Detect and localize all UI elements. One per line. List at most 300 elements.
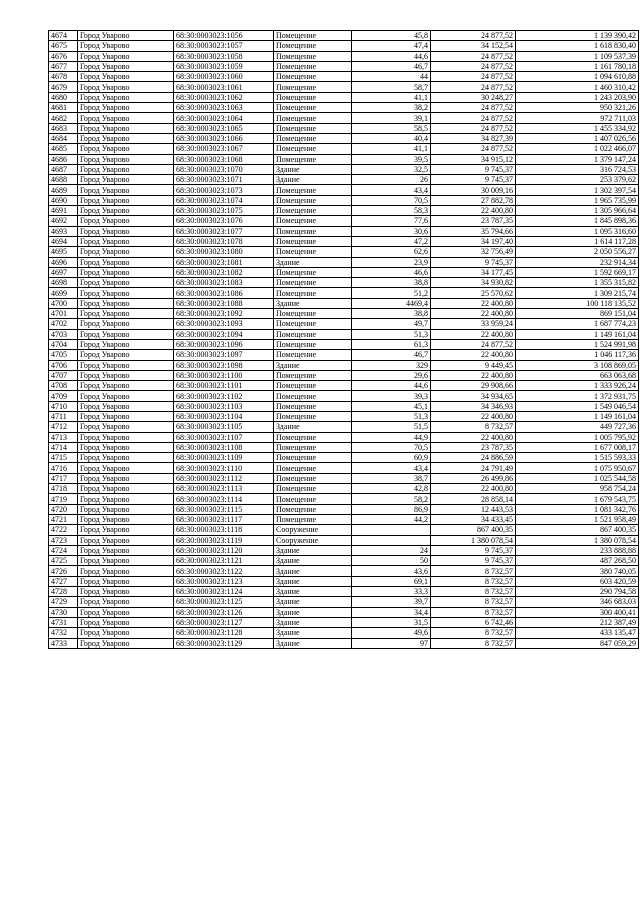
cadastral-value-cell: 1 109 537,39 (516, 51, 639, 61)
unit-value-cell: 8 732,57 (431, 597, 516, 607)
object-type-cell: Помещение (274, 484, 352, 494)
area-cell: 329 (352, 360, 431, 370)
cadastral-number-cell: 68:30:0003023:1112 (174, 473, 274, 483)
unit-value-cell: 23 787,35 (431, 442, 516, 452)
area-cell: 47,2 (352, 236, 431, 246)
cadastral-number-cell: 68:30:0003023:1103 (174, 401, 274, 411)
locality-cell: Город Уварово (78, 92, 174, 102)
cadastral-value-cell: 1 139 390,42 (516, 31, 639, 41)
row-number-cell: 4723 (49, 535, 78, 545)
unit-value-cell: 8 732,57 (431, 566, 516, 576)
unit-value-cell: 8 732,57 (431, 422, 516, 432)
unit-value-cell: 25 570,62 (431, 288, 516, 298)
locality-cell: Город Уварово (78, 545, 174, 555)
locality-cell: Город Уварово (78, 597, 174, 607)
locality-cell: Город Уварово (78, 370, 174, 380)
row-number-cell: 4701 (49, 309, 78, 319)
table-row (49, 514, 639, 524)
unit-value-cell: 9 745,37 (431, 257, 516, 267)
unit-value-cell: 30 248,27 (431, 92, 516, 102)
object-type-cell: Помещение (274, 514, 352, 524)
unit-value-cell: 24 877,52 (431, 113, 516, 123)
table-row (49, 144, 639, 154)
cadastral-value-cell: 300 400,41 (516, 607, 639, 617)
area-cell: 97 (352, 638, 431, 648)
table-row (49, 556, 639, 566)
cadastral-number-cell: 68:30:0003023:1057 (174, 41, 274, 51)
cadastral-value-cell: 1 460 310,42 (516, 82, 639, 92)
object-type-cell: Помещение (274, 144, 352, 154)
area-cell: 61,3 (352, 339, 431, 349)
locality-cell: Город Уварово (78, 617, 174, 627)
area-cell: 60,9 (352, 453, 431, 463)
table-row (49, 113, 639, 123)
cadastral-value-cell: 1 845 898,36 (516, 216, 639, 226)
unit-value-cell: 24 877,52 (431, 339, 516, 349)
locality-cell: Город Уварово (78, 51, 174, 61)
unit-value-cell: 9 745,37 (431, 545, 516, 555)
unit-value-cell: 24 791,49 (431, 463, 516, 473)
cadastral-number-cell: 68:30:0003023:1110 (174, 463, 274, 473)
unit-value-cell: 12 443,53 (431, 504, 516, 514)
cadastral-value-cell: 232 914,34 (516, 257, 639, 267)
row-number-cell: 4711 (49, 411, 78, 421)
unit-value-cell: 22 400,80 (431, 350, 516, 360)
table-row (49, 154, 639, 164)
table-row (49, 123, 639, 133)
cadastral-number-cell: 68:30:0003023:1065 (174, 123, 274, 133)
cadastral-value-cell: 253 379,62 (516, 175, 639, 185)
area-cell: 34,4 (352, 607, 431, 617)
object-type-cell: Помещение (274, 133, 352, 143)
row-number-cell: 4726 (49, 566, 78, 576)
locality-cell: Город Уварово (78, 319, 174, 329)
cadastral-value-cell: 487 268,50 (516, 556, 639, 566)
cadastral-value-cell: 212 387,49 (516, 617, 639, 627)
unit-value-cell: 9 745,37 (431, 175, 516, 185)
area-cell: 86,9 (352, 504, 431, 514)
row-number-cell: 4698 (49, 278, 78, 288)
table-row (49, 525, 639, 535)
row-number-cell: 4694 (49, 236, 78, 246)
locality-cell: Город Уварово (78, 566, 174, 576)
cadastral-value-cell: 1 149 161,04 (516, 411, 639, 421)
object-type-cell: Здание (274, 298, 352, 308)
row-number-cell: 4687 (49, 164, 78, 174)
row-number-cell: 4724 (49, 545, 78, 555)
area-cell: 44,2 (352, 514, 431, 524)
table-row (49, 51, 639, 61)
row-number-cell: 4679 (49, 82, 78, 92)
area-cell: 58,3 (352, 206, 431, 216)
object-type-cell: Помещение (274, 216, 352, 226)
area-cell: 38,8 (352, 278, 431, 288)
cadastral-value-cell: 433 135,47 (516, 628, 639, 638)
unit-value-cell: 29 908,66 (431, 381, 516, 391)
locality-cell: Город Уварово (78, 514, 174, 524)
unit-value-cell: 9 745,37 (431, 164, 516, 174)
row-number-cell: 4686 (49, 154, 78, 164)
cadastral-number-cell: 68:30:0003023:1108 (174, 442, 274, 452)
area-cell: 46,7 (352, 61, 431, 71)
cadastral-value-cell: 972 711,03 (516, 113, 639, 123)
cadastral-value-cell: 1 614 117,28 (516, 236, 639, 246)
row-number-cell: 4716 (49, 463, 78, 473)
row-number-cell: 4685 (49, 144, 78, 154)
area-cell: 69,1 (352, 576, 431, 586)
cadastral-number-cell: 68:30:0003023:1120 (174, 545, 274, 555)
object-type-cell: Здание (274, 628, 352, 638)
unit-value-cell: 22 400,80 (431, 298, 516, 308)
object-type-cell: Помещение (274, 51, 352, 61)
cadastral-value-cell: 346 683,03 (516, 597, 639, 607)
area-cell: 44 (352, 72, 431, 82)
cadastral-value-cell: 1 515 593,33 (516, 453, 639, 463)
cadastral-number-cell: 68:30:0003023:1102 (174, 391, 274, 401)
cadastral-number-cell: 68:30:0003023:1115 (174, 504, 274, 514)
table-row (49, 195, 639, 205)
locality-cell: Город Уварово (78, 556, 174, 566)
cadastral-value-cell: 1 455 334,92 (516, 123, 639, 133)
row-number-cell: 4718 (49, 484, 78, 494)
object-type-cell: Помещение (274, 92, 352, 102)
row-number-cell: 4730 (49, 607, 78, 617)
unit-value-cell: 8 732,57 (431, 628, 516, 638)
cadastral-value-cell: 1 075 950,67 (516, 463, 639, 473)
locality-cell: Город Уварово (78, 288, 174, 298)
object-type-cell: Помещение (274, 381, 352, 391)
row-number-cell: 4703 (49, 329, 78, 339)
object-type-cell: Помещение (274, 504, 352, 514)
area-cell: 41,1 (352, 144, 431, 154)
locality-cell: Город Уварово (78, 103, 174, 113)
locality-cell: Город Уварово (78, 329, 174, 339)
cadastral-number-cell: 68:30:0003023:1092 (174, 309, 274, 319)
cadastral-value-cell: 290 794,58 (516, 587, 639, 597)
locality-cell: Город Уварово (78, 607, 174, 617)
table-row (49, 545, 639, 555)
area-cell: 51,2 (352, 288, 431, 298)
locality-cell: Город Уварово (78, 360, 174, 370)
object-type-cell: Помещение (274, 463, 352, 473)
cadastral-number-cell: 68:30:0003023:1122 (174, 566, 274, 576)
object-type-cell: Помещение (274, 350, 352, 360)
table-row (49, 72, 639, 82)
cadastral-value-cell: 1 161 780,18 (516, 61, 639, 71)
object-type-cell: Здание (274, 556, 352, 566)
area-cell: 38,7 (352, 473, 431, 483)
locality-cell: Город Уварово (78, 267, 174, 277)
unit-value-cell: 8 732,57 (431, 607, 516, 617)
area-cell: 51,3 (352, 411, 431, 421)
row-number-cell: 4692 (49, 216, 78, 226)
cadastral-value-cell: 603 420,59 (516, 576, 639, 586)
locality-cell: Город Уварово (78, 587, 174, 597)
area-cell: 70,5 (352, 442, 431, 452)
row-number-cell: 4732 (49, 628, 78, 638)
area-cell: 43,6 (352, 566, 431, 576)
table-row (49, 247, 639, 257)
cadastral-number-cell: 68:30:0003023:1104 (174, 411, 274, 421)
table-row (49, 309, 639, 319)
table-row (49, 329, 639, 339)
cadastral-value-cell: 1 309 215,74 (516, 288, 639, 298)
table-row (49, 319, 639, 329)
cadastral-number-cell: 68:30:0003023:1101 (174, 381, 274, 391)
object-type-cell: Здание (274, 587, 352, 597)
unit-value-cell: 9 449,45 (431, 360, 516, 370)
cadastral-value-cell: 1 379 147,24 (516, 154, 639, 164)
table-row (49, 484, 639, 494)
cadastral-value-cell: 950 321,26 (516, 103, 639, 113)
unit-value-cell: 34 915,12 (431, 154, 516, 164)
cadastral-number-cell: 68:30:0003023:1096 (174, 339, 274, 349)
table-row (49, 535, 639, 545)
unit-value-cell: 22 400,80 (431, 411, 516, 421)
cadastral-number-cell: 68:30:0003023:1124 (174, 587, 274, 597)
cadastral-number-cell: 68:30:0003023:1056 (174, 31, 274, 41)
area-cell: 45,8 (352, 31, 431, 41)
table-row (49, 422, 639, 432)
cadastral-number-cell: 68:30:0003023:1118 (174, 525, 274, 535)
unit-value-cell: 24 877,52 (431, 31, 516, 41)
object-type-cell: Помещение (274, 185, 352, 195)
row-number-cell: 4690 (49, 195, 78, 205)
row-number-cell: 4713 (49, 432, 78, 442)
object-type-cell: Сооружение (274, 535, 352, 545)
table-row (49, 206, 639, 216)
locality-cell: Город Уварово (78, 339, 174, 349)
row-number-cell: 4708 (49, 381, 78, 391)
area-cell: 26 (352, 175, 431, 185)
cadastral-value-cell: 316 724,53 (516, 164, 639, 174)
table-row (49, 473, 639, 483)
locality-cell: Город Уварово (78, 638, 174, 648)
area-cell: 44,6 (352, 381, 431, 391)
cadastral-number-cell: 68:30:0003023:1081 (174, 257, 274, 267)
cadastral-number-cell: 68:30:0003023:1093 (174, 319, 274, 329)
cadastral-value-cell: 1 618 830,40 (516, 41, 639, 51)
cadastral-number-cell: 68:30:0003023:1127 (174, 617, 274, 627)
table-row (49, 288, 639, 298)
table-row (49, 61, 639, 71)
cadastral-value-cell: 1 333 926,24 (516, 381, 639, 391)
cadastral-value-cell: 1 521 958,49 (516, 514, 639, 524)
area-cell: 46,7 (352, 350, 431, 360)
cadastral-value-cell: 1 592 669,17 (516, 267, 639, 277)
locality-cell: Город Уварово (78, 401, 174, 411)
table-row (49, 216, 639, 226)
cadastral-value-cell: 1 380 078,54 (516, 535, 639, 545)
row-number-cell: 4674 (49, 31, 78, 41)
table-row (49, 339, 639, 349)
unit-value-cell: 27 882,78 (431, 195, 516, 205)
unit-value-cell: 22 400,80 (431, 432, 516, 442)
cadastral-value-cell: 1 677 008,17 (516, 442, 639, 452)
cadastral-number-cell: 68:30:0003023:1076 (174, 216, 274, 226)
cadastral-number-cell: 68:30:0003023:1077 (174, 226, 274, 236)
cadastral-value-cell: 1 549 046,54 (516, 401, 639, 411)
row-number-cell: 4702 (49, 319, 78, 329)
cadastral-value-cell: 1 679 543,75 (516, 494, 639, 504)
row-number-cell: 4707 (49, 370, 78, 380)
table-row (49, 350, 639, 360)
table-row (49, 576, 639, 586)
area-cell: 47,4 (352, 41, 431, 51)
cadastral-number-cell: 68:30:0003023:1107 (174, 432, 274, 442)
locality-cell: Город Уварово (78, 463, 174, 473)
cadastral-value-cell: 847 059,29 (516, 638, 639, 648)
cadastral-value-cell: 1 022 466,07 (516, 144, 639, 154)
unit-value-cell: 867 400,35 (431, 525, 516, 535)
locality-cell: Город Уварово (78, 381, 174, 391)
area-cell: 50 (352, 556, 431, 566)
locality-cell: Город Уварово (78, 473, 174, 483)
table-row (49, 31, 639, 41)
row-number-cell: 4719 (49, 494, 78, 504)
cadastral-value-cell: 449 727,36 (516, 422, 639, 432)
cadastral-number-cell: 68:30:0003023:1105 (174, 422, 274, 432)
area-cell: 39,3 (352, 391, 431, 401)
cadastral-value-cell: 233 888,88 (516, 545, 639, 555)
cadastral-value-cell: 1 355 315,82 (516, 278, 639, 288)
locality-cell: Город Уварово (78, 206, 174, 216)
unit-value-cell: 32 756,49 (431, 247, 516, 257)
area-cell: 42,8 (352, 484, 431, 494)
cadastral-number-cell: 68:30:0003023:1058 (174, 51, 274, 61)
object-type-cell: Помещение (274, 247, 352, 257)
area-cell: 70,5 (352, 195, 431, 205)
cadastral-value-cell: 3 108 869,05 (516, 360, 639, 370)
row-number-cell: 4677 (49, 61, 78, 71)
cadastral-number-cell: 68:30:0003023:1114 (174, 494, 274, 504)
cadastral-value-cell: 1 094 610,88 (516, 72, 639, 82)
object-type-cell: Здание (274, 360, 352, 370)
locality-cell: Город Уварово (78, 494, 174, 504)
locality-cell: Город Уварово (78, 113, 174, 123)
object-type-cell: Помещение (274, 61, 352, 71)
cadastral-number-cell: 68:30:0003023:1128 (174, 628, 274, 638)
object-type-cell: Помещение (274, 391, 352, 401)
cadastral-number-cell: 68:30:0003023:1066 (174, 133, 274, 143)
locality-cell: Город Уварово (78, 628, 174, 638)
row-number-cell: 4729 (49, 597, 78, 607)
cadastral-value-cell: 2 050 556,27 (516, 247, 639, 257)
cadastral-value-cell: 1 305 966,64 (516, 206, 639, 216)
table-row (49, 432, 639, 442)
locality-cell: Город Уварово (78, 195, 174, 205)
cadastral-number-cell: 68:30:0003023:1129 (174, 638, 274, 648)
cadastral-number-cell: 68:30:0003023:1073 (174, 185, 274, 195)
locality-cell: Город Уварово (78, 164, 174, 174)
row-number-cell: 4680 (49, 92, 78, 102)
row-number-cell: 4720 (49, 504, 78, 514)
locality-cell: Город Уварово (78, 309, 174, 319)
cadastral-value-cell: 869 151,04 (516, 309, 639, 319)
locality-cell: Город Уварово (78, 216, 174, 226)
area-cell: 39,1 (352, 113, 431, 123)
unit-value-cell: 24 877,52 (431, 103, 516, 113)
table-row (49, 401, 639, 411)
object-type-cell: Помещение (274, 82, 352, 92)
cadastral-number-cell: 68:30:0003023:1119 (174, 535, 274, 545)
area-cell: 58,2 (352, 494, 431, 504)
locality-cell: Город Уварово (78, 185, 174, 195)
row-number-cell: 4709 (49, 391, 78, 401)
area-cell: 43,4 (352, 463, 431, 473)
row-number-cell: 4714 (49, 442, 78, 452)
cadastral-value-cell: 1 302 397,54 (516, 185, 639, 195)
unit-value-cell: 34 827,39 (431, 133, 516, 143)
object-type-cell: Помещение (274, 309, 352, 319)
cadastral-number-cell: 68:30:0003023:1097 (174, 350, 274, 360)
unit-value-cell: 24 877,52 (431, 51, 516, 61)
cadastral-number-cell: 68:30:0003023:1086 (174, 288, 274, 298)
row-number-cell: 4684 (49, 133, 78, 143)
locality-cell: Город Уварово (78, 175, 174, 185)
cadastral-value-cell: 1 081 342,76 (516, 504, 639, 514)
locality-cell: Город Уварово (78, 82, 174, 92)
unit-value-cell: 28 858,14 (431, 494, 516, 504)
cadastral-value-cell: 1 046 117,36 (516, 350, 639, 360)
cadastral-value-cell: 958 754,24 (516, 484, 639, 494)
cadastral-number-cell: 68:30:0003023:1070 (174, 164, 274, 174)
area-cell: 51,3 (352, 329, 431, 339)
object-type-cell: Здание (274, 638, 352, 648)
object-type-cell: Сооружение (274, 525, 352, 535)
unit-value-cell: 8 732,57 (431, 638, 516, 648)
table-row (49, 370, 639, 380)
area-cell: 41,1 (352, 92, 431, 102)
cadastral-number-cell: 68:30:0003023:1068 (174, 154, 274, 164)
object-type-cell: Помещение (274, 370, 352, 380)
table-row (49, 638, 639, 648)
unit-value-cell: 34 197,40 (431, 236, 516, 246)
cadastral-number-cell: 68:30:0003023:1064 (174, 113, 274, 123)
locality-cell: Город Уварово (78, 41, 174, 51)
area-cell: 39,7 (352, 597, 431, 607)
unit-value-cell: 8 732,57 (431, 587, 516, 597)
row-number-cell: 4704 (49, 339, 78, 349)
cadastral-value-cell: 1 025 544,58 (516, 473, 639, 483)
object-type-cell: Здание (274, 576, 352, 586)
row-number-cell: 4706 (49, 360, 78, 370)
row-number-cell: 4681 (49, 103, 78, 113)
cadastral-value-cell: 1 095 316,60 (516, 226, 639, 236)
locality-cell: Город Уварово (78, 484, 174, 494)
table-row (49, 442, 639, 452)
locality-cell: Город Уварово (78, 236, 174, 246)
area-cell: 30,6 (352, 226, 431, 236)
object-type-cell: Здание (274, 545, 352, 555)
locality-cell: Город Уварово (78, 226, 174, 236)
unit-value-cell: 34 346,93 (431, 401, 516, 411)
locality-cell: Город Уварово (78, 123, 174, 133)
unit-value-cell: 34 152,54 (431, 41, 516, 51)
row-number-cell: 4695 (49, 247, 78, 257)
locality-cell: Город Уварово (78, 453, 174, 463)
unit-value-cell: 22 400,80 (431, 484, 516, 494)
cadastral-number-cell: 68:30:0003023:1061 (174, 82, 274, 92)
cadastral-number-cell: 68:30:0003023:1123 (174, 576, 274, 586)
table-row (49, 360, 639, 370)
table-row (49, 92, 639, 102)
table-row (49, 103, 639, 113)
unit-value-cell: 6 742,46 (431, 617, 516, 627)
locality-cell: Город Уварово (78, 298, 174, 308)
cadastral-number-cell: 68:30:0003023:1071 (174, 175, 274, 185)
cadastral-number-cell: 68:30:0003023:1121 (174, 556, 274, 566)
